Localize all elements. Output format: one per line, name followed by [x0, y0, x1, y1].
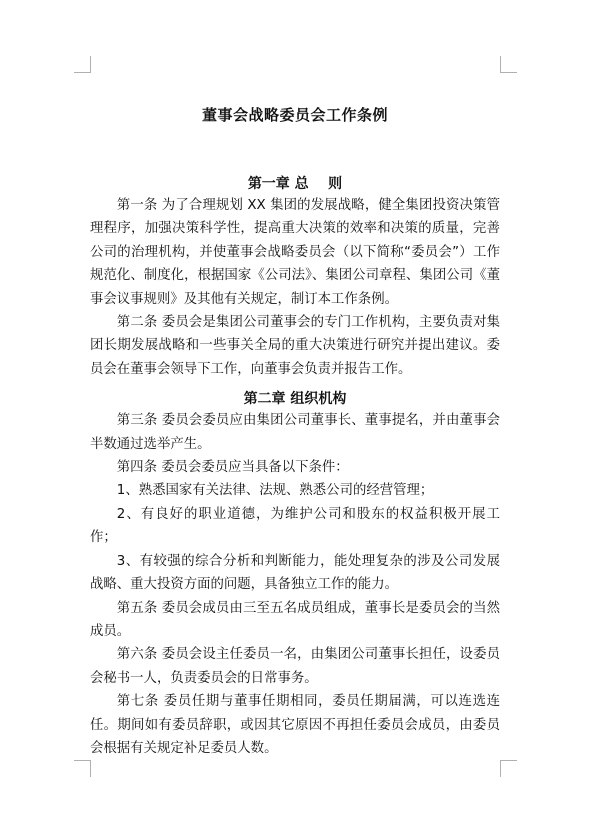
chapter-heading: 第二章 组织机构: [243, 391, 347, 408]
article-paragraph: 第一条 为了合理规划 XX 集团的发展战略，健全集团投资决策管理程序，加强决策科学性，提高重大决策的效率和决策的质量，完善公司的治理机构，并使董事会战略委员会（以下简称“委员会”）工作规范化、制度化，根据国家《公司法》、集团公司章程、集团公司《董事会议事规则》及其他有关规定，制订本工作条例。: [90, 198, 500, 307]
document-page: [90, 104, 500, 760]
corner-mark-bottom-left: [74, 760, 91, 777]
corner-mark-bottom-right: [500, 760, 517, 777]
document-title: 董事会战略委员会工作条例: [201, 106, 388, 124]
corner-mark-top-right: [500, 56, 517, 73]
corner-mark-top-left: [74, 56, 91, 73]
article-paragraph: 第三条 委员会委员应由集团公司董事长、董事提名，并由董事会半数通过选举产生。: [90, 413, 500, 452]
article-paragraph: 第六条 委员会设主任委员一名，由集团公司董事长担任，设委员会秘书一人，负责委员会的日常事务。: [90, 647, 500, 686]
list-item: 1、熟悉国家有关法律、法规、熟悉公司的经营管理；: [116, 483, 434, 499]
article-paragraph: 第五条 委员会成员由三至五名成员组成，董事长是委员会的当然成员。: [90, 600, 500, 639]
list-item: 2、有良好的职业道德，为维护公司和股东的权益积极开展工作；: [90, 506, 500, 546]
chapter-heading: 第一章 总 则: [247, 176, 343, 192]
article-paragraph: 第四条 委员会委员应当具备以下条件：: [116, 460, 349, 476]
list-item: 3、有较强的综合分析和判断能力，能处理复杂的涉及公司发展战略、重大投资方面的问题，具备独立工作的能力。: [90, 553, 500, 593]
article-paragraph: 第二条 委员会是集团公司董事会的专门工作机构，主要负责对集团长期发展战略和一些事关全局的重大决策进行研究并提出建议。委员会在董事会领导下工作，向董事会负责并报告工作。: [90, 315, 500, 377]
article-paragraph: 第七条 委员任期与董事任期相同，委员任期届满，可以连选连任。期间如有委员辞职，或因其它原因不再担任委员会成员，由委员会根据有关规定补足委员人数。: [90, 694, 500, 756]
